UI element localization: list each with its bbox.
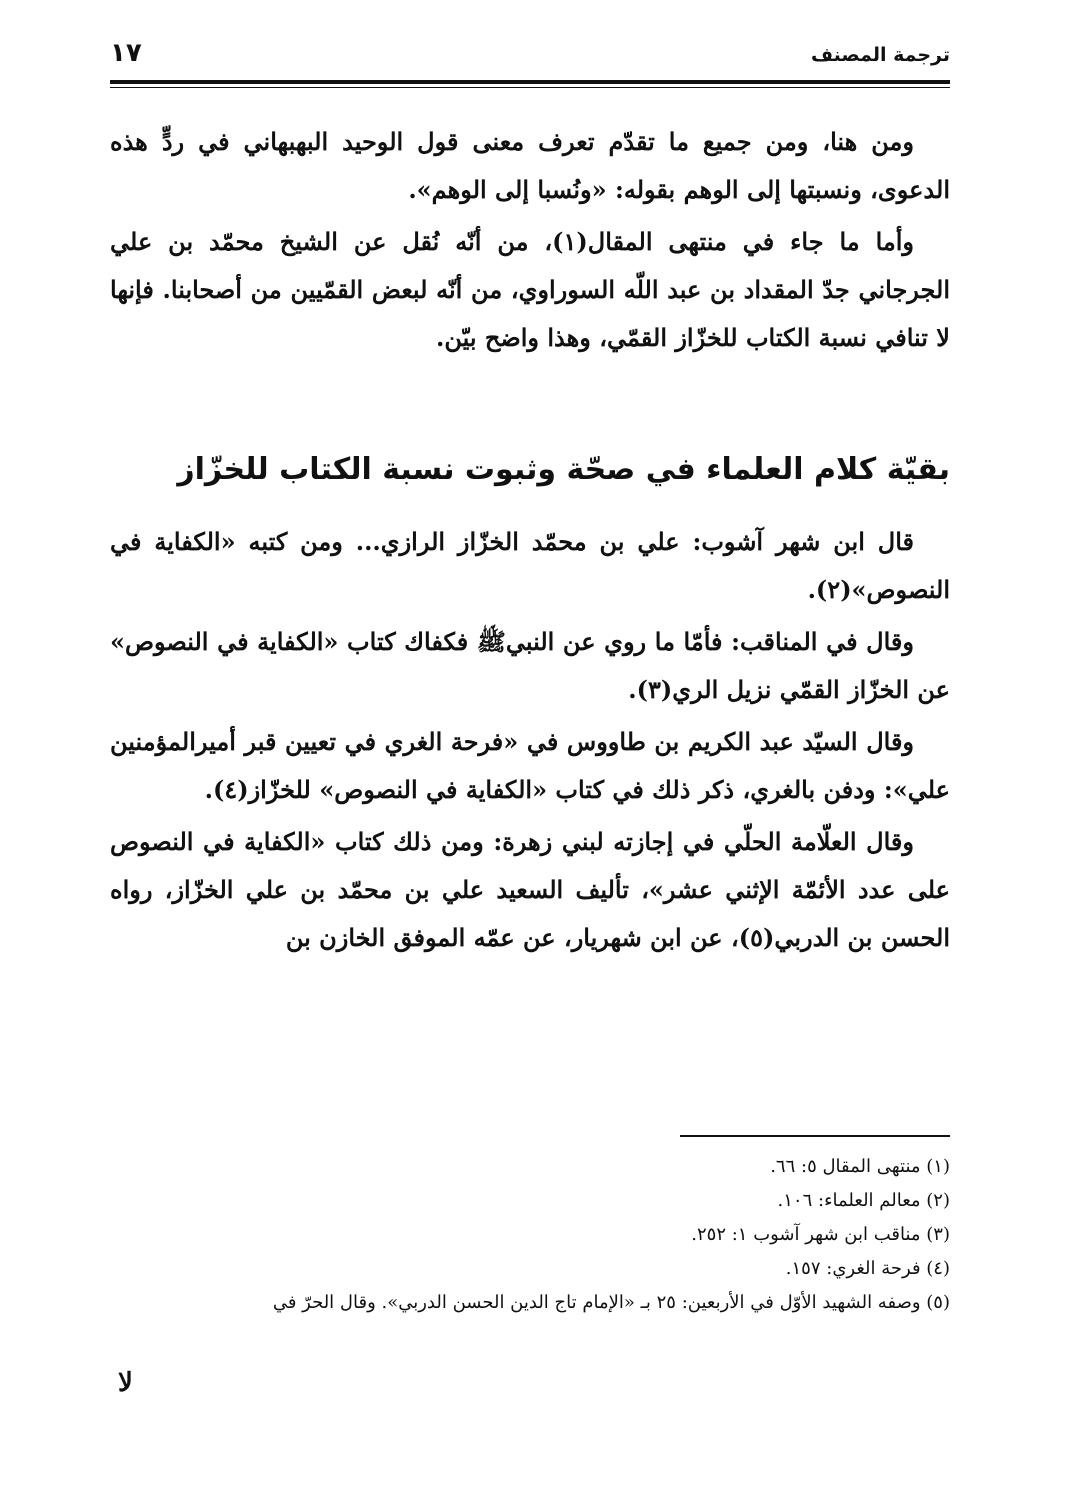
intro-paragraph-1: ومن هنا، ومن جميع ما تقدّم تعرف معنى قول الوحيد البهبهاني في ردٍّ هذه الدعوى، ونسبتها إلى الوهم بقوله: «ونُسبا إلى الوهم». xyxy=(110,127,950,204)
page-number: ١٧ xyxy=(110,38,142,68)
header-rule-thick xyxy=(110,80,950,84)
footnote-1: (١) منتهى المقال ٥: ٦٦. xyxy=(770,1156,950,1177)
catchword: لا xyxy=(118,1368,133,1398)
page-header xyxy=(110,38,950,78)
header-rule-thin xyxy=(110,87,950,88)
section-paragraph-1: قال ابن شهر آشوب: علي بن محمّد الخزّاز الرازي... ومن كتبه «الكفاية في النصوص»(٢). xyxy=(110,527,950,604)
section-paragraph-2: وقال في المناقب: فأمّا ما روي عن النبيﷺ فكفاك كتاب «الكفاية في النصوص» عن الخزّاز القمّي نزيل الري(٣). xyxy=(110,627,950,704)
section-paragraph-3: وقال السيّد عبد الكريم بن طاووس في «فرحة الغري في تعيين قبر أميرالمؤمنين علي»: ودفن بالغري، ذكر ذلك في كتاب «الكفاية في النصوص» للخزّاز(٤). xyxy=(110,727,950,804)
intro-paragraph-2: وأما ما جاء في منتهى المقال(١)، من أنّه نُقل عن الشيخ محمّد بن علي الجرجاني جدّ المقداد بن عبد اللّه السوراوي، من أنّه لبعض القمّيين من أصحابنا. فإنها لا تنافي نسبة الكتاب للخزّاز القمّي، وهذا واضح بيّن. xyxy=(110,227,950,352)
footnote-5: (٥) وصفه الشهيد الأوّل في الأربعين: ٢٥ بـ «الإمام تاج الدين الحسن الدربي». وقال الحرّ في xyxy=(272,1292,950,1313)
section-paragraph-4: وقال العلّامة الحلّي في إجازته لبني زهرة: ومن ذلك كتاب «الكفاية في النصوص على عدد الأئمّة الإثني عشر»، تأليف السعيد علي بن محمّد بن علي الخزّاز، رواه الحسن بن الدربي(٥)، عن ابن شهريار، عن عمّه الموفق الخازن بن xyxy=(110,827,950,952)
footnote-3: (٣) مناقب ابن شهر آشوب ١: ٢٥٢. xyxy=(691,1224,950,1245)
footnote-4: (٤) فرحة الغري: ١٥٧. xyxy=(785,1258,950,1279)
section-heading: بقيّة كلام العلماء في صحّة وثبوت نسبة الكتاب للخزّاز xyxy=(177,452,950,487)
section-text xyxy=(110,518,950,962)
footnotes xyxy=(110,1150,950,1320)
footnote-separator xyxy=(680,1135,950,1137)
intro-text xyxy=(110,118,950,362)
running-title: ترجمة المصنف xyxy=(810,44,950,66)
footnote-2: (٢) معالم العلماء: ١٠٦. xyxy=(777,1190,950,1211)
